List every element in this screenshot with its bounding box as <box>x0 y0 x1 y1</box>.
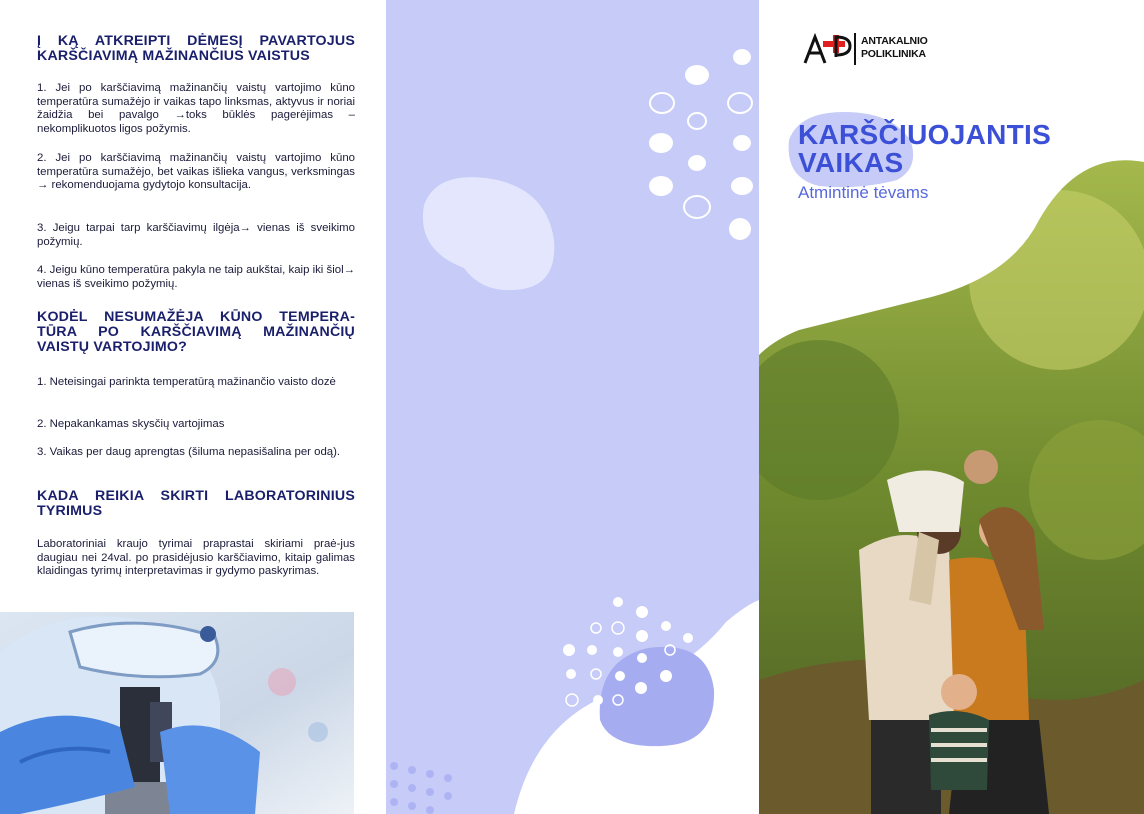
back-panel-decorative <box>386 0 759 814</box>
dot-pattern-decoration <box>649 49 753 240</box>
list-item: 1. Neteisingai parinkta temperatūrą mažinančio vaisto dozė <box>37 376 336 388</box>
list-item: 3. Jeigu tarpai tarp karščiavimų ilgėja→ vienas iš sveikimo požymių. <box>37 222 355 248</box>
dot-pattern-decoration-bottom-left <box>390 762 452 814</box>
title-line-2: VAIKAS <box>798 147 904 178</box>
list-item: 2. Jei po karščiavimą mažinančių vaistų vartojimo kūno temperatūra sumažėjo, bet vaikas išlieka vangus, verksmingas → rekomenduojama gydytojo konsultacija. <box>37 152 355 192</box>
list-item: 4. Jeigu kūno temperatūra pakyla ne taip aukštai, kaip iki šiol→ vienas iš sveikimo požymių. <box>37 264 355 290</box>
cover-panel <box>759 0 1144 814</box>
logo-line-2: POLIKLINIKA <box>861 48 926 60</box>
lab-tests-paragraph: Laboratoriniai kraujo tyrimai praprastai skiriami praė-jus daugiau nei 24val. po prasidėjusio karščiavimo, kitaip galimas klaidingas tyrimų interpretavimas ir gydymo paskyrimas. <box>37 538 355 578</box>
logo-divider <box>854 33 856 65</box>
logo-text <box>861 35 928 61</box>
clinic-logo <box>803 33 928 65</box>
cover-subtitle: Atmintinė tėvams <box>798 183 929 202</box>
inside-panel-left <box>0 0 386 814</box>
title-line-1: KARŠČIUOJANTIS <box>798 119 1052 150</box>
cover-title <box>798 121 1051 177</box>
heading-laboratory-tests: KADA REIKIA SKIRTI LABORATORINIUS TYRIMUS <box>37 488 355 519</box>
heading-attention-after-medication: Į KĄ ATKREIPTI DĖMESĮ PAVARTOJUS KARŠČIAVIMĄ MAŽINANČIUS VAISTUS <box>37 33 355 64</box>
list-item: 3. Vaikas per daug aprengtas (šiluma nepasišalina per odą). <box>37 446 341 458</box>
laboratory-microscope-photo <box>0 612 354 814</box>
heading-why-temperature-not-decreasing: KODĖL NESUMAŽĖJA KŪNO TEMPERA-TŪRA PO KARŠČIAVIMĄ MAŽINANČIŲ VAISTŲ VARTOJIMO? <box>37 309 355 355</box>
blob-decoration-purple <box>600 647 714 746</box>
blob-decoration <box>423 177 554 290</box>
clinic-logo-mark <box>803 33 853 65</box>
list-item: 1. Jei po karščiavimą mažinančių vaistų vartojimo kūno temperatūra sumažėjo ir vaikas tapo linksmas, aktyvus ir noriai žaidžia bei pavalgo →toks būklės pagerėjimas – nekomplikuotos ligos požymis. <box>37 82 355 135</box>
list-item: 2. Nepakankamas skysčių vartojimas <box>37 418 225 430</box>
logo-line-1: ANTAKALNIO <box>861 35 928 47</box>
decorative-shapes <box>386 0 759 814</box>
